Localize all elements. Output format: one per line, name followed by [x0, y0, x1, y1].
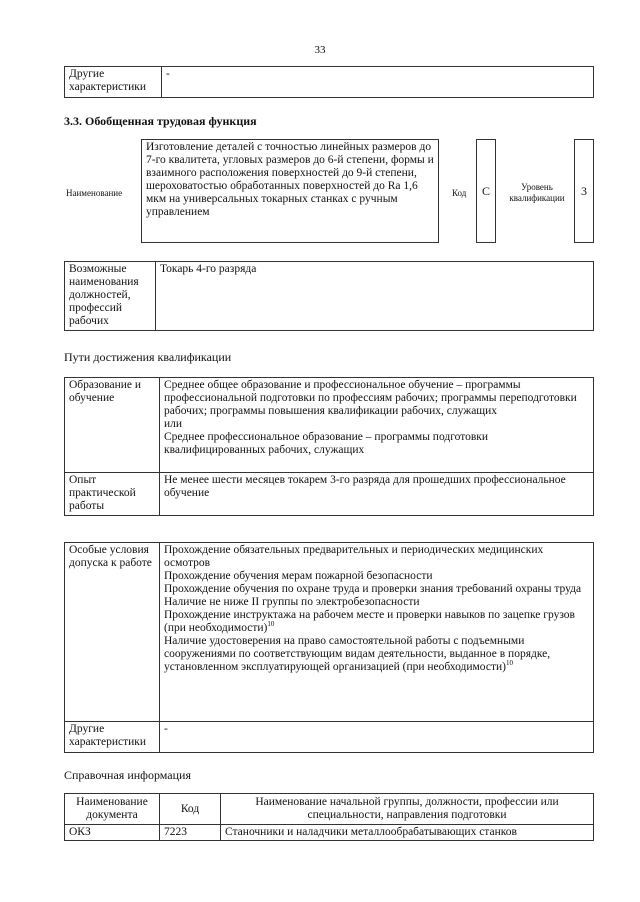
function-name-value: Изготовление деталей с точностью линейных размеров до 7-го квалитета, угловых размеров до 6-й степени, формы и взаимного расположения поверхностей до 9-й степени, шероховатостью обработанных поверхностей до Ra 1,6 мкм на универсальных токарных станках с ручным управлением — [146, 141, 434, 218]
positions-value: Токарь 4-го разряда — [156, 262, 594, 331]
condition-item-4: Наличие не ниже II группы по электробезопасности — [164, 596, 420, 608]
education-line-2: или — [164, 418, 183, 430]
function-code-box — [476, 139, 496, 243]
function-name-box — [141, 139, 439, 243]
function-name-label: Наименование — [66, 188, 123, 198]
function-level-label: Уровень квалификации — [509, 182, 565, 203]
education-line-1: Среднее общее образование и профессиональное обучение – программы профессиональной подготовки по профессиям рабочих; программы переподготовки рабочих; программы повышения квалификации рабочих, служащих — [164, 379, 577, 417]
conditions-label: Особые условия допуска к работе — [65, 543, 160, 722]
reference-cell-name: Станочники и наладчики металлообрабатывающих станков — [221, 825, 594, 841]
education-label: Образование и обучение — [65, 378, 160, 473]
reference-cell-code: 7223 — [160, 825, 221, 841]
conditions-value — [160, 543, 594, 722]
footnote-mark-2: 10 — [505, 659, 513, 668]
condition-item-3: Прохождение обучения по охране труда и проверки знания требований охраны труда — [164, 583, 582, 595]
condition-item-2: Прохождение обучения мерам пожарной безопасности — [164, 570, 433, 582]
other-characteristics-value: - — [160, 722, 594, 753]
section-heading: 3.3. Обобщенная трудовая функция — [64, 114, 257, 128]
reference-header-name: Наименование начальной группы, должности, профессии или специальности, направления подготовки — [221, 794, 594, 825]
top-characteristics-table — [64, 66, 594, 98]
condition-item-1: Прохождение обязательных предварительных и периодических медицинских осмотров — [164, 544, 544, 569]
function-code-value: C — [481, 183, 490, 198]
page-number: 33 — [314, 44, 326, 56]
reference-table — [64, 793, 594, 841]
top-characteristics-label: Другие характеристики — [65, 67, 162, 98]
reference-header-document: Наименование документа — [65, 794, 160, 825]
function-level-value: 3 — [581, 183, 587, 198]
footnote-mark-1: 10 — [267, 620, 275, 629]
paths-table — [64, 377, 594, 516]
condition-item-6 — [164, 635, 589, 674]
table-row — [65, 825, 594, 841]
reference-header-code: Код — [160, 794, 221, 825]
experience-value: Не менее шести месяцев токарем 3-го разряда для прошедших профессиональное обучение — [160, 473, 594, 516]
education-value — [160, 378, 594, 473]
condition-item-5 — [164, 609, 589, 635]
paths-caption: Пути достижения квалификации — [64, 350, 232, 364]
education-line-3: Среднее профессиональное образование – программы подготовки квалифицированных рабочих, служащих — [164, 431, 489, 456]
reference-cell-document: ОКЗ — [65, 825, 160, 841]
function-level-box — [574, 139, 594, 243]
reference-caption: Справочная информация — [64, 768, 191, 782]
experience-label: Опыт практической работы — [65, 473, 160, 516]
top-characteristics-value: - — [162, 67, 594, 98]
conditions-table — [64, 542, 594, 753]
positions-table — [64, 261, 594, 331]
condition-item-5-text: Прохождение инструктажа на рабочем месте и проверки навыков по зацепке грузов (при необходимости) — [164, 609, 575, 634]
function-code-label: Код — [452, 188, 467, 198]
positions-label: Возможные наименования должностей, профессий рабочих — [65, 262, 156, 331]
other-characteristics-label: Другие характеристики — [65, 722, 160, 753]
condition-item-6-text: Наличие удостоверения на право самостоятельной работы с подъемными сооружениями по соответствующим видам деятельности, выданное в порядке, установленном эксплуатирующей организацией (при необходимости) — [164, 635, 551, 673]
